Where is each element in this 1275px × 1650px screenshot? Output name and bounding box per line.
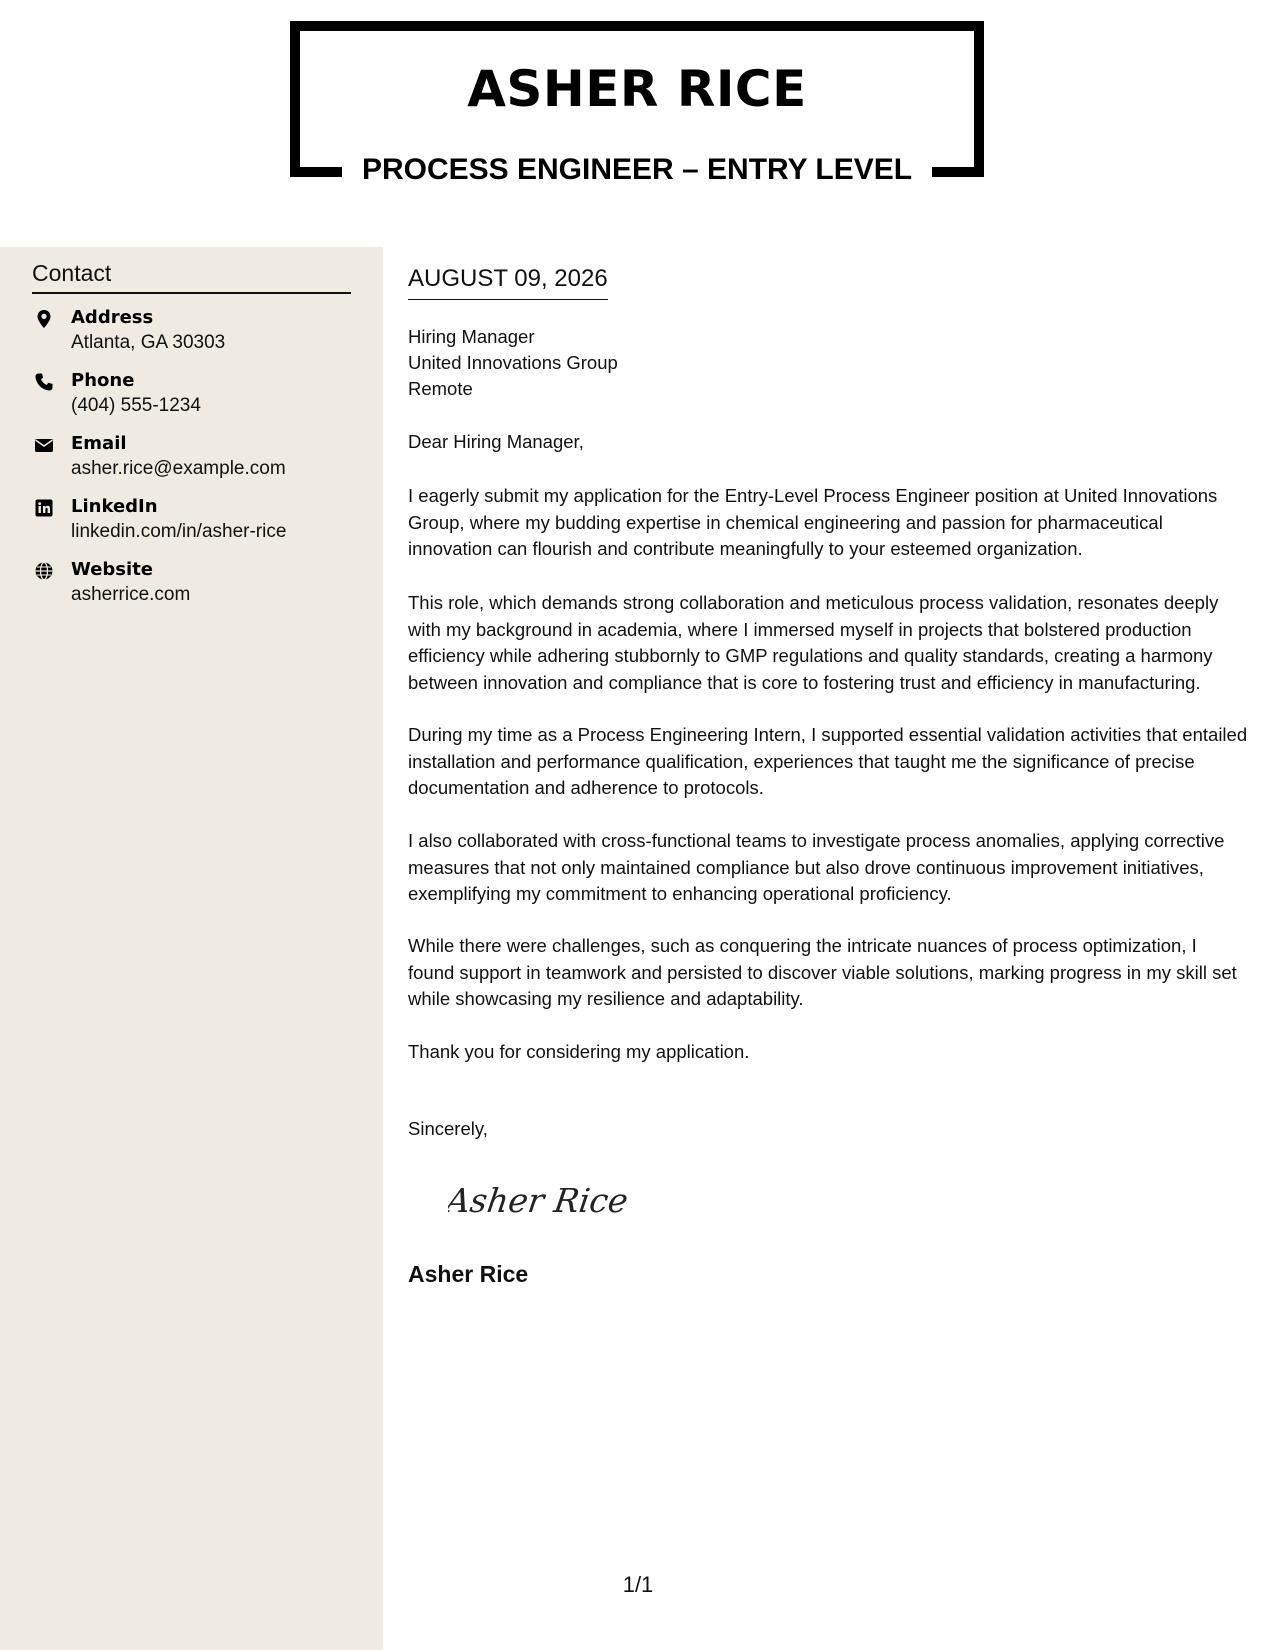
letter-date: AUGUST 09, 2026: [408, 265, 608, 300]
recipient-line: Hiring Manager: [408, 326, 535, 347]
closing: Sincerely,: [408, 1118, 488, 1139]
recipient-line: United Innovations Group: [408, 352, 618, 373]
contact-label: Address: [71, 307, 154, 328]
contact-label: Email: [71, 433, 127, 454]
signature-glyphs: Asher Rice: [448, 1181, 628, 1220]
page-number: 1/1: [622, 1572, 654, 1597]
job-title: PROCESS ENGINEER – ENTRY LEVEL: [361, 153, 913, 186]
contact-sidebar: [0, 247, 383, 1650]
body-paragraph: This role, which demands strong collaboration and meticulous process validation, resonates deeply with my background in academia, where I immersed myself in projects that bolstered production efficiency while adhering stubbornly to GMP regulations and quality standards, creating a harmony between innovation and compliance that is core to fostering trust and efficiency in manufacturing.: [408, 592, 1219, 693]
body-paragraph: During my time as a Process Engineering Intern, I supported essential validation activities that entailed installation and performance qualification, experiences that taught me the significance of precise documentation and adherence to protocols.: [408, 724, 1248, 798]
contact-label: LinkedIn: [71, 496, 158, 517]
recipient-line: Remote: [408, 378, 473, 399]
globe-icon: [34, 561, 54, 581]
body-paragraph: Thank you for considering my application.: [408, 1041, 750, 1062]
contact-link[interactable]: asherrice.com: [71, 584, 191, 605]
contact-value: (404) 555-1234: [71, 395, 201, 416]
location-pin-icon: [34, 309, 54, 329]
contact-label: Website: [71, 559, 154, 580]
frame-top-border: [290, 21, 984, 31]
applicant-name: ASHER RICE: [467, 60, 807, 118]
contact-link[interactable]: linkedin.com/in/asher-rice: [71, 521, 287, 542]
signer-name: Asher Rice: [408, 1261, 529, 1287]
contact-value: Atlanta, GA 30303: [71, 332, 226, 353]
contact-link[interactable]: asher.rice@example.com: [71, 458, 286, 479]
envelope-icon: [34, 435, 54, 455]
salutation: Dear Hiring Manager,: [408, 431, 584, 452]
linkedin-icon: [34, 498, 54, 518]
recipient-block: [408, 324, 618, 402]
phone-icon: [34, 372, 54, 392]
contact-heading-rule: [32, 292, 351, 294]
body-paragraph: I also collaborated with cross-functional teams to investigate process anomalies, applying corrective measures that not only maintained compliance but also drove continuous improvement initiatives, exemplifying my commitment to enhancing operational proficiency.: [408, 830, 1225, 904]
contact-heading: Contact: [32, 260, 112, 286]
contact-label: Phone: [71, 370, 135, 391]
body-paragraph: While there were challenges, such as conquering the intricate nuances of process optimization, I found support in teamwork and persisted to discover viable solutions, marking progress in my skill set while showcasing my resilience and adaptability.: [408, 935, 1237, 1009]
handwritten-signature: [448, 1176, 628, 1231]
body-paragraph: I eagerly submit my application for the Entry-Level Process Engineer position at United Innovations Group, where my budding expertise in chemical engineering and passion for pharmaceutical innovation can flourish and contribute meaningfully to your esteemed organization.: [408, 485, 1218, 559]
